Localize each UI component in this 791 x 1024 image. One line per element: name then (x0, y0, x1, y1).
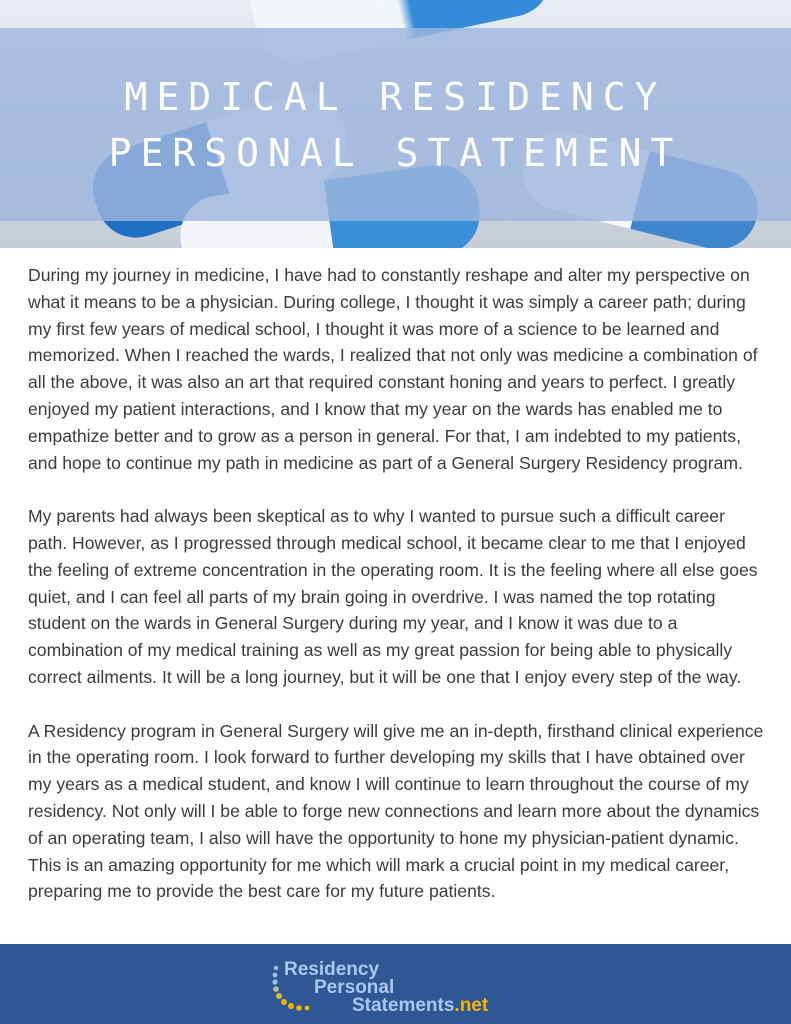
site-logo[interactable] (272, 960, 522, 1020)
logo-text-personal: Personal (314, 977, 395, 998)
title-band (0, 28, 791, 221)
statement-body (28, 262, 768, 932)
logo-text-tld: .net (454, 995, 489, 1016)
logo-text-statements (352, 996, 488, 1016)
page-title-line-2: PERSONAL STATEMENT (108, 130, 683, 175)
logo-text-residency: Residency (284, 959, 380, 980)
logo-text-statements-word: Statements (352, 995, 455, 1016)
page-title-line-1: MEDICAL RESIDENCY (124, 74, 667, 119)
hero-image (0, 0, 791, 248)
paragraph: A Residency program in General Surgery will give me an in-depth, firsthand clinical experience in the operating room. I look forward to further developing my skills that I have obtained over my years as a medical student, and know I will continue to learn throughout the course of my residency. Not only will I be able to forge new connections and learn more about the dynamics of an operating team, I also will have the opportunity to hone my physician-patient dynamic. This is an amazing opportunity for me which will mark a crucial point in my medical career, preparing me to provide the best care for my future patients. (28, 720, 764, 902)
paragraph: During my journey in medicine, I have had to constantly reshape and alter my perspective on what it means to be a physician. During college, I thought it was simply a career path; during my first few years of medical school, I thought it was more of a science to be learned and memorized. When I reached the wards, I realized that not only was medicine a combination of all the above, it was also an art that required constant honing and years to perfect. I greatly enjoyed my patient interactions, and I know that my year on the wards has enabled me to empathize better and to grow as a person in general. For that, I am indebted to my patients, and hope to continue my path in medicine as part of a General Surgery Residency program. (28, 265, 758, 473)
paragraph: My parents had always been skeptical as to why I wanted to pursue such a difficult career path. However, as I progressed through medical school, it became clear to me that I enjoyed the feeling of extreme concentration in the operating room. It is the feeling where all else goes quiet, and I can feel all parts of my brain going in overdrive. I was named the top rotating student on the wards in General Surgery during my year, and I know it was due to a combination of my medical training as well as my great passion for being able to physically correct ailments. It will be a long journey, but it will be one that I enjoy every step of the way. (28, 506, 758, 687)
